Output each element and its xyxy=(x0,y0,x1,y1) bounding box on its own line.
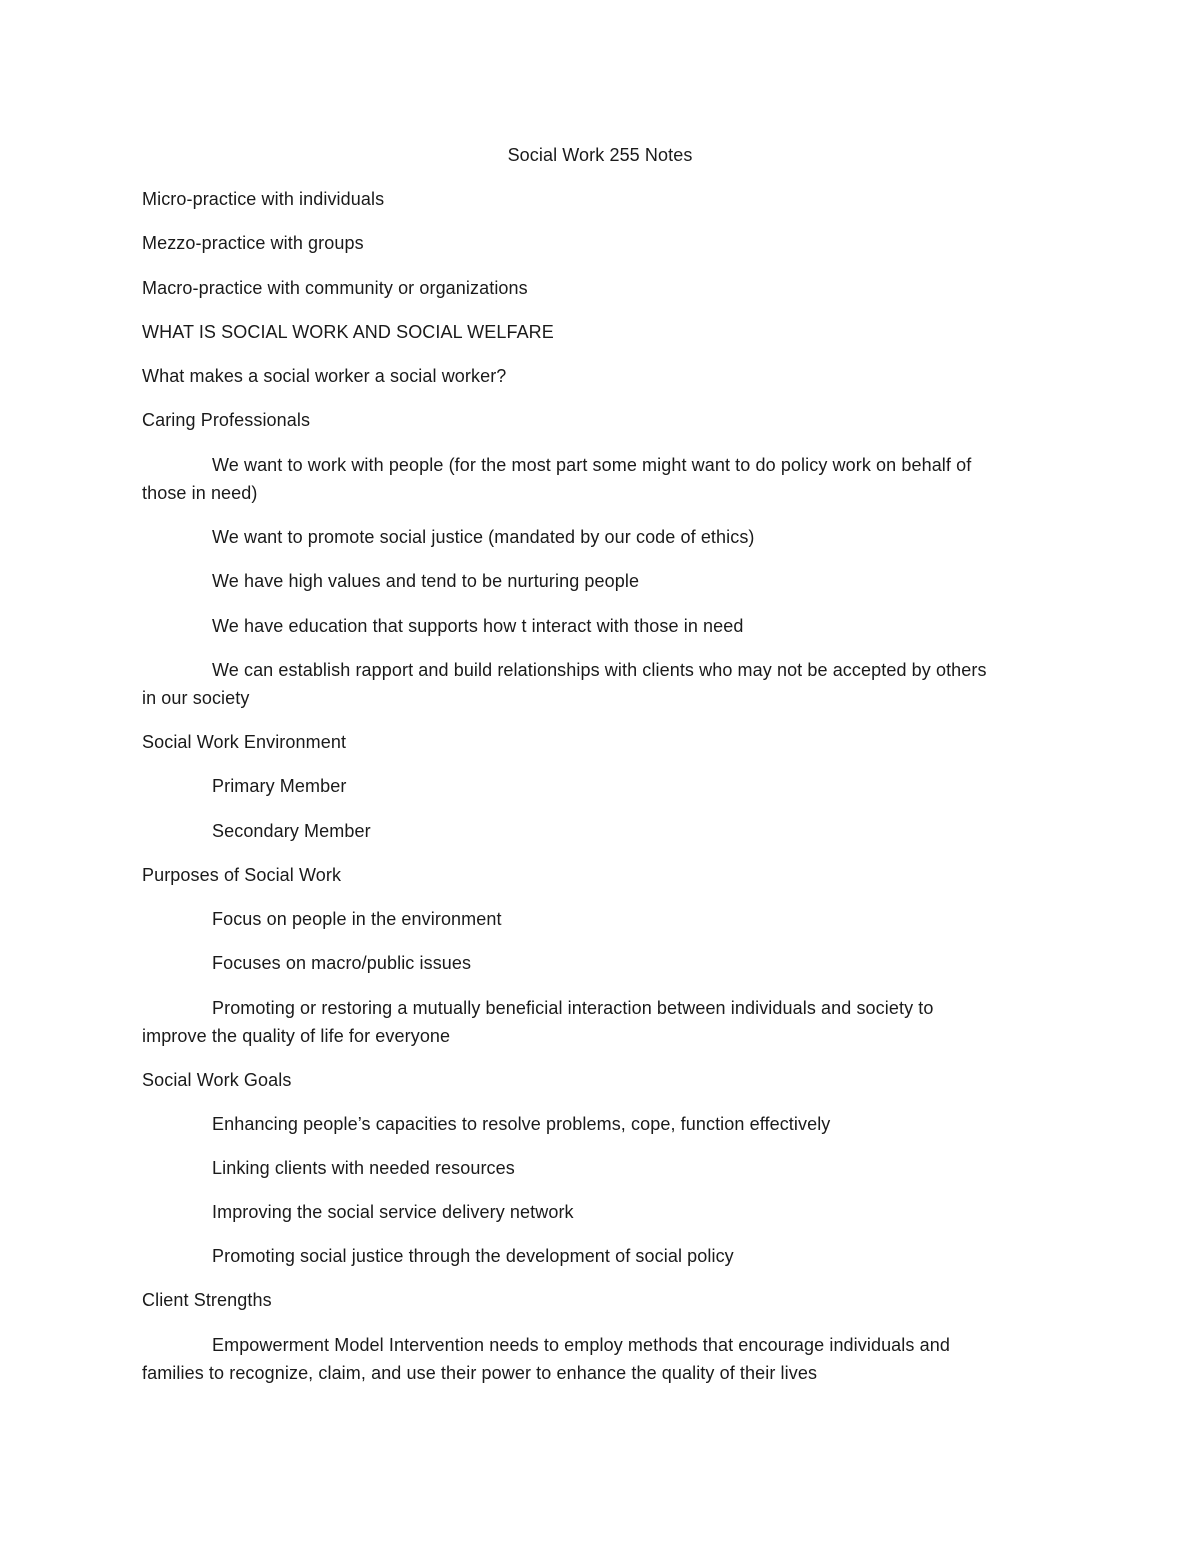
text-line: Linking clients with needed resources xyxy=(212,1158,515,1178)
text-line: those in need) xyxy=(142,483,258,503)
text-line: improve the quality of life for everyone xyxy=(142,1026,451,1046)
text-line: families to recognize, claim, and use their power to enhance the quality of their lives xyxy=(142,1363,818,1383)
text-line: We have high values and tend to be nurturing people xyxy=(212,571,640,591)
section-heading: Purposes of Social Work xyxy=(142,865,342,885)
document-title: Social Work 255 Notes xyxy=(507,145,693,165)
text-line: Secondary Member xyxy=(212,821,371,841)
text-line: Focuses on macro/public issues xyxy=(212,953,472,973)
text-line: We want to work with people (for the most part some might want to do policy work on behalf of xyxy=(212,455,972,475)
text-line: We want to promote social justice (mandated by our code of ethics) xyxy=(212,527,755,547)
text-line: Improving the social service delivery network xyxy=(212,1202,574,1222)
text-line: Promoting social justice through the development of social policy xyxy=(212,1246,734,1266)
section-heading: WHAT IS SOCIAL WORK AND SOCIAL WELFARE xyxy=(142,322,554,342)
text-line: Micro-practice with individuals xyxy=(142,189,385,209)
section-heading: Social Work Environment xyxy=(142,732,347,752)
text-line: Focus on people in the environment xyxy=(212,909,502,929)
text-line: Mezzo-practice with groups xyxy=(142,233,364,253)
text-line: We can establish rapport and build relationships with clients who may not be accepted by others xyxy=(212,660,987,680)
text-line: What makes a social worker a social worker? xyxy=(142,366,507,386)
section-heading: Social Work Goals xyxy=(142,1070,292,1090)
section-heading: Caring Professionals xyxy=(142,410,311,430)
text-line: Enhancing people’s capacities to resolve problems, cope, function effectively xyxy=(212,1114,831,1134)
text-line: Promoting or restoring a mutually beneficial interaction between individuals and society to xyxy=(212,998,934,1018)
text-line: Primary Member xyxy=(212,776,347,796)
text-line: We have education that supports how t interact with those in need xyxy=(212,616,744,636)
text-line: Empowerment Model Intervention needs to employ methods that encourage individuals and xyxy=(212,1335,950,1355)
text-line: in our society xyxy=(142,688,250,708)
text-line: Macro-practice with community or organizations xyxy=(142,278,528,298)
section-heading: Client Strengths xyxy=(142,1290,272,1310)
